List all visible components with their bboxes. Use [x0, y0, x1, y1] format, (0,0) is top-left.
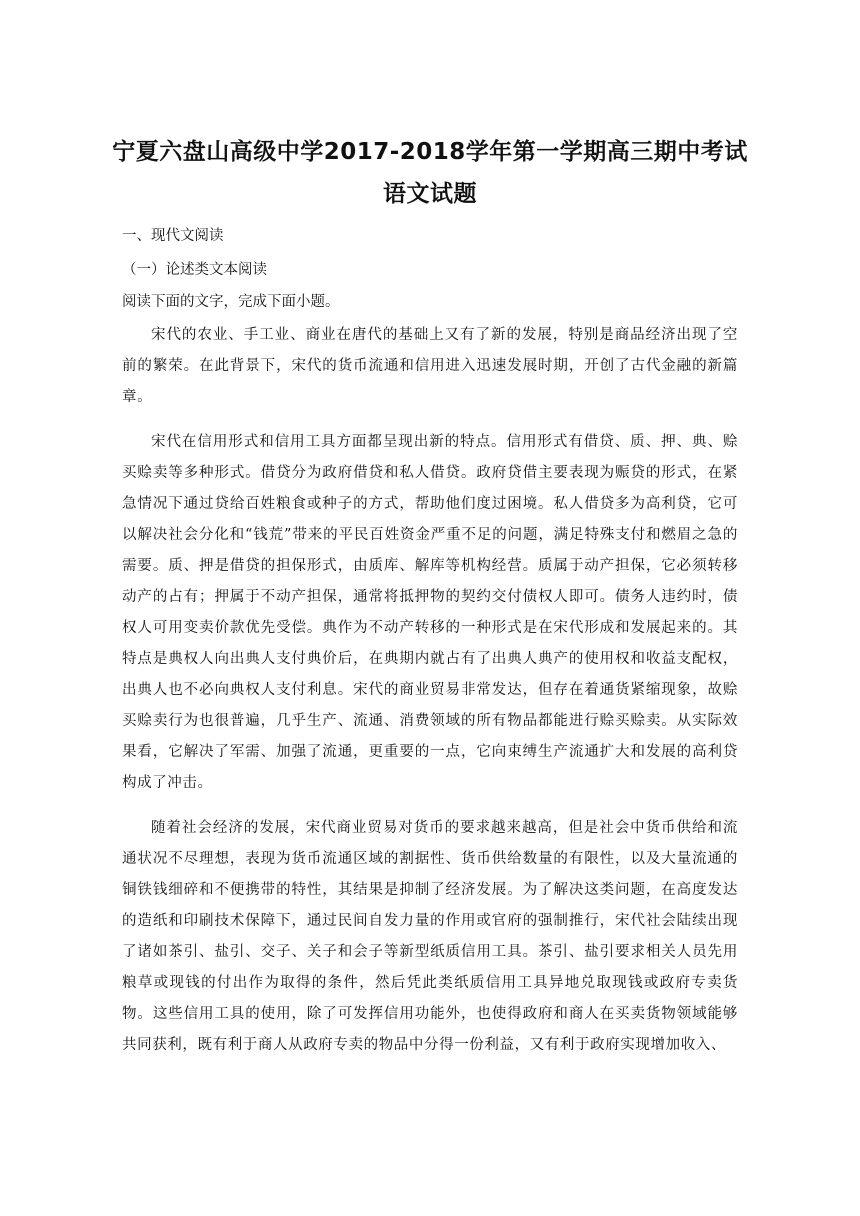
paragraph-3: 随着社会经济的发展，宋代商业贸易对货币的要求越来越高，但是社会中货币供给和流通状况不尽理想，表现为货币流通区域的割据性、货币供给数量的有限性，以及大量流通的铜铁钱细碎和不便携带的特性，其结果是抑制了经济发展。为了解决这类问题，在高度发达的造纸和印刷技术保障下，通过民间自发力量的作用或官府的强制推行，宋代社会陆续出现了诸如茶引、盐引、交子、关子和会子等新型纸质信用工具。茶引、盐引要求相关人员先用粮草或现钱的付出作为取得的条件，然后凭此类纸质信用工具异地兑取现钱或政府专卖货物。这些信用工具的使用，除了可发挥信用功能外，也使得政府和商人在买卖货物领域能够共同获利，既有利于商人从政府专卖的物品中分得一份利益，又有利于政府实现增加收入、 — [122, 820, 738, 1053]
reading-instruction: 阅读下面的文字，完成下面小题。 — [122, 294, 340, 310]
article-body — [122, 320, 738, 1061]
paragraph-1: 宋代的农业、手工业、商业在唐代的基础上又有了新的发展，特别是商品经济出现了空前的繁荣。在此背景下，宋代的货币流通和信用进入迅速发展时期，开创了古代金融的新篇章。 — [122, 327, 738, 405]
section-heading: 一、现代文阅读 — [122, 228, 224, 244]
subsection-heading: （一）论述类文本阅读 — [122, 262, 267, 278]
document-title: 宁夏六盘山高级中学2017-2018学年第一学期高三期中考试 — [112, 139, 748, 165]
paragraph-2: 宋代在信用形式和信用工具方面都呈现出新的特点。信用形式有借贷、质、押、典、赊买赊卖等多种形式。借贷分为政府借贷和私人借贷。政府贷借主要表现为赈贷的形式，在紧急情况下通过贷给百姓粮食或种子的方式，帮助他们度过困境。私人借贷多为高利贷，它可以解决社会分化和“钱荒”带来的平民百姓资金严重不足的问题，满足特殊支付和燃眉之急的需要。质、押是借贷的担保形式，由质库、解库等机构经营。质属于动产担保，它必须转移动产的占有；押属于不动产担保，通常将抵押物的契约交付债权人即可。债务人违约时，债权人可用变卖价款优先受偿。典作为不动产转移的一种形式是在宋代形成和发展起来的。其特点是典权人向出典人支付典价后，在典期内就占有了出典人典产的使用权和收益支配权，出典人也不必向典权人支付利息。宋代的商业贸易非常发达，但存在着通货紧缩现象，故赊买赊卖行为也很普遍，几乎生产、流通、消费领域的所有物品都能进行赊买赊卖。从实际效果看，它解决了军需、加强了流通，更重要的一点，它向束缚生产流通扩大和发展的高利贷构成了冲击。 — [122, 434, 738, 791]
document-subtitle: 语文试题 — [383, 181, 477, 207]
